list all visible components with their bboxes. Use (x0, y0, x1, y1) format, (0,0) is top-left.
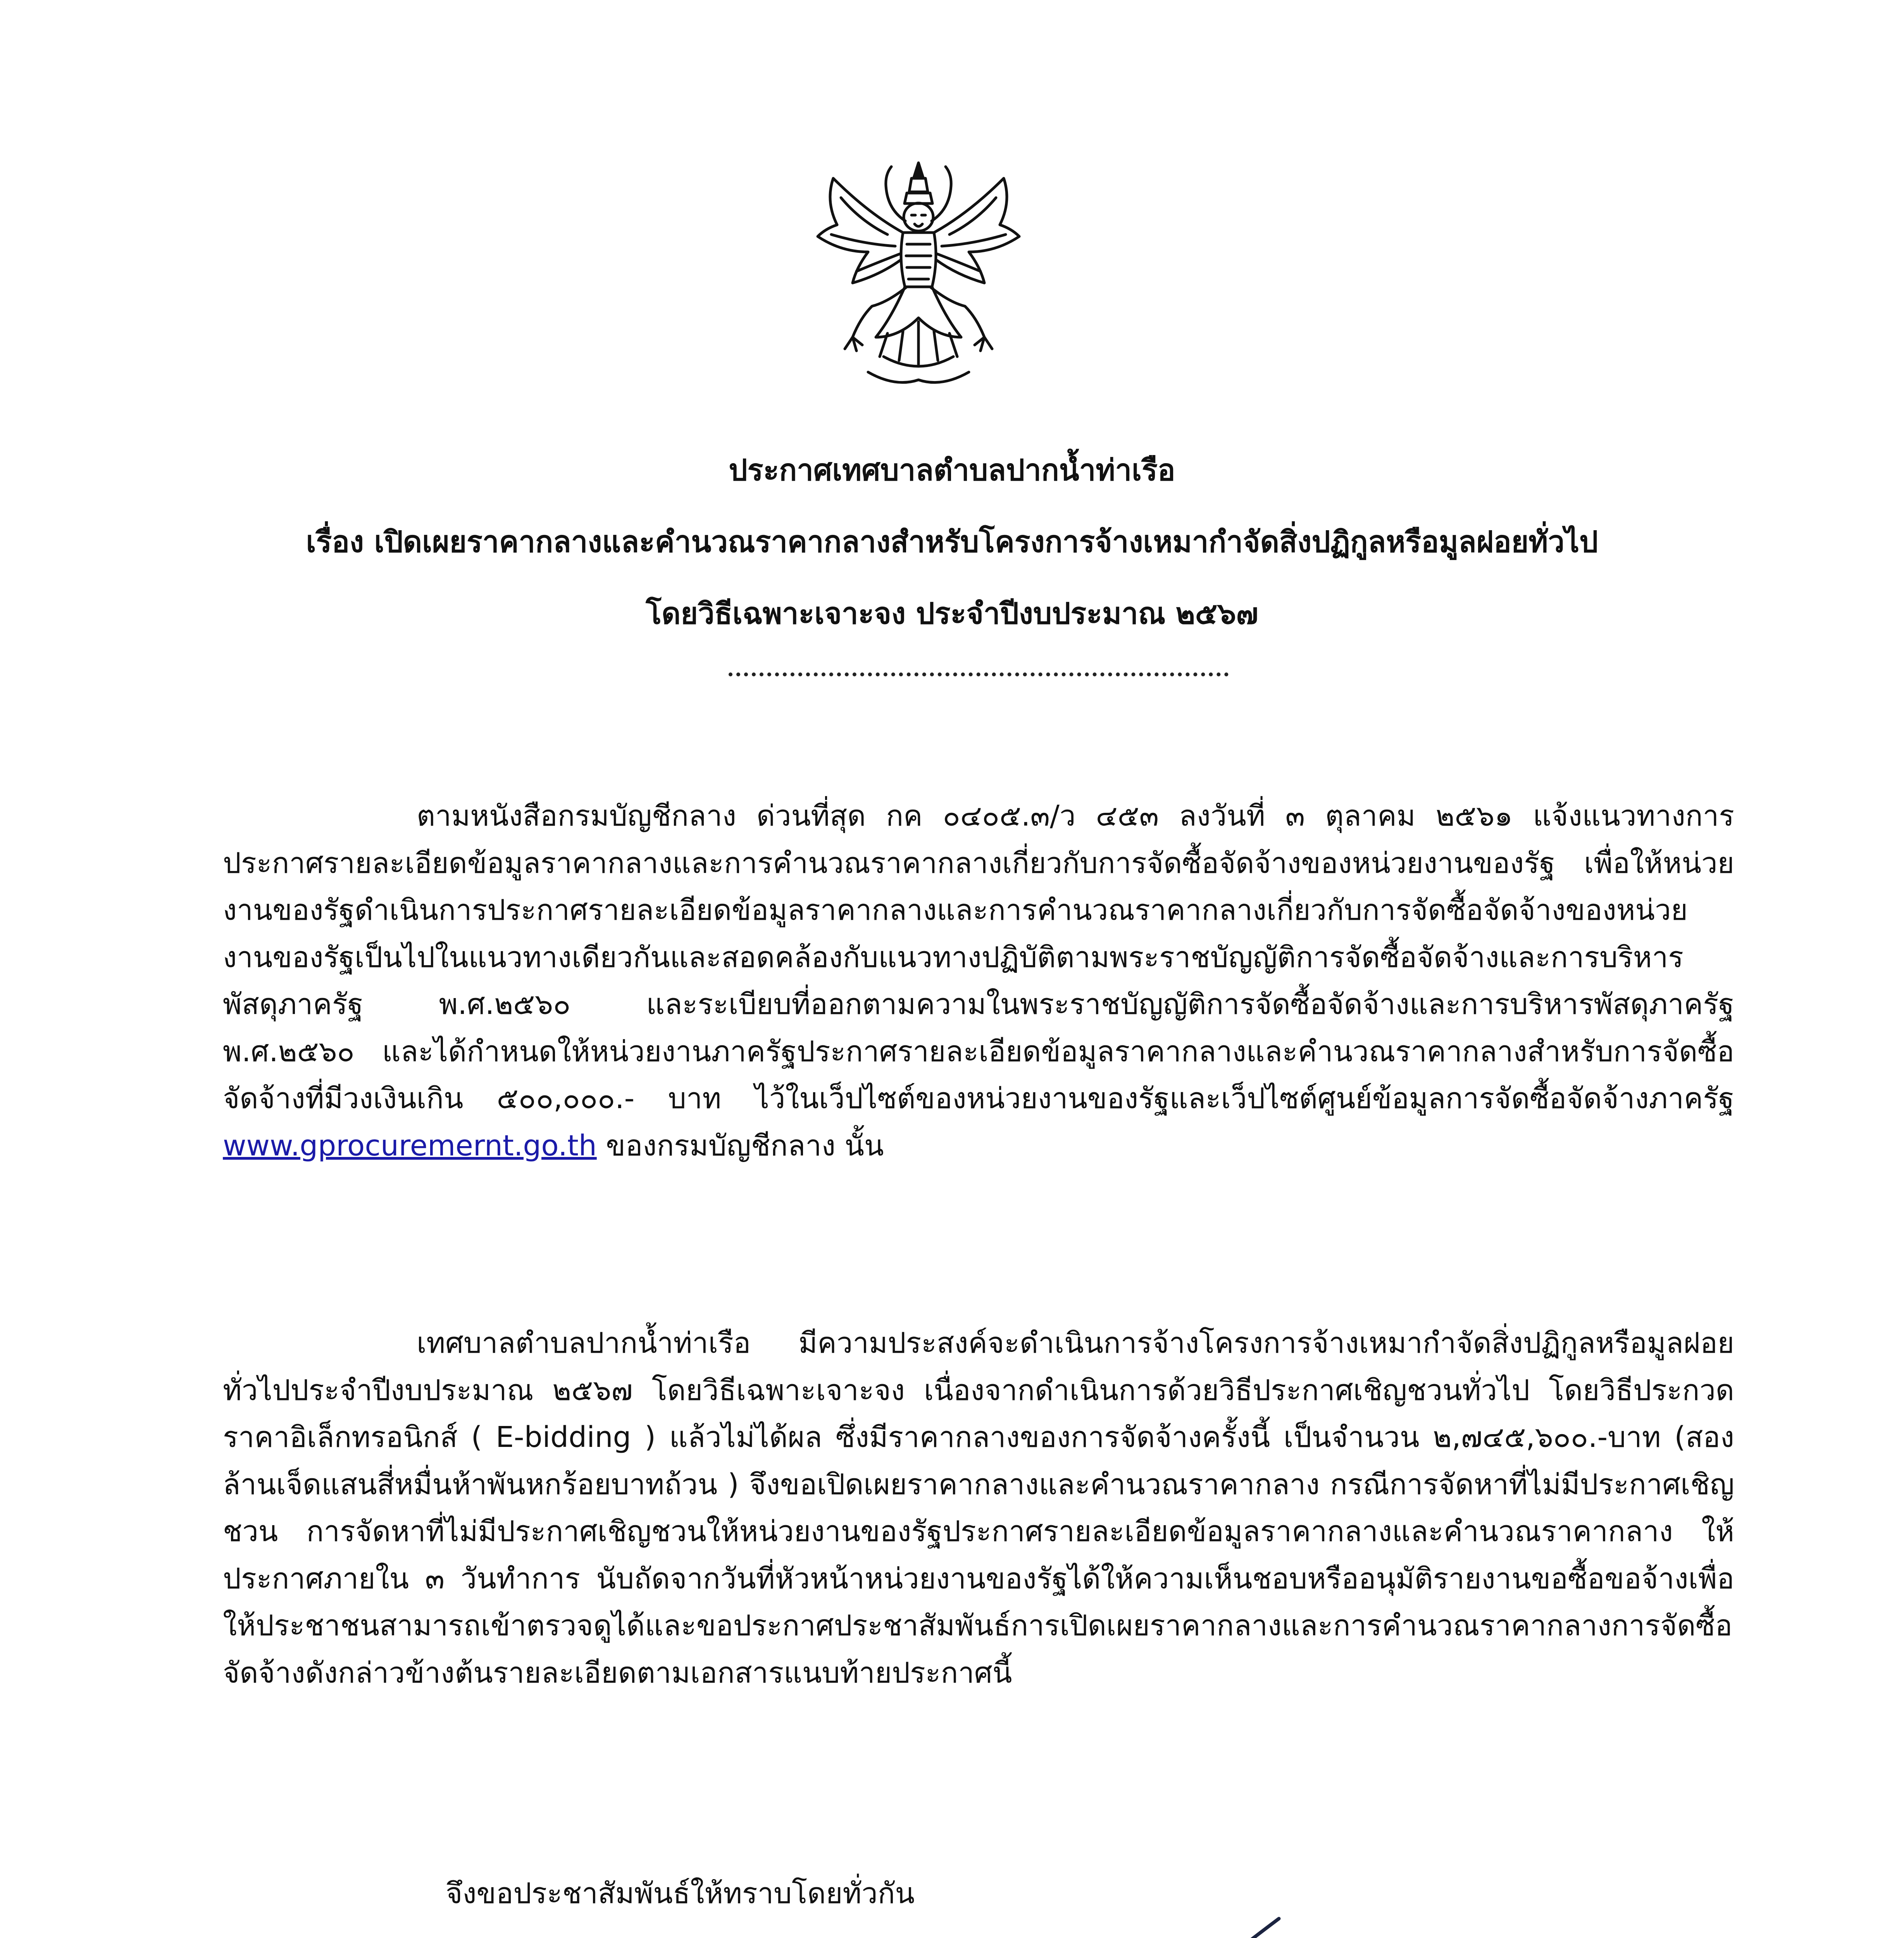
handwritten-signature (984, 1911, 1302, 1938)
garuda-emblem-icon (810, 155, 1027, 395)
closing-line: จึงขอประชาสัมพันธ์ให้ทราบโดยทั่วกัน (446, 1877, 915, 1910)
dotted-separator (729, 672, 1229, 676)
procurement-website-link[interactable]: www.gprocuremernt.go.th (223, 1129, 597, 1162)
announcement-subject: เรื่อง เปิดเผยราคากลางและคำนวณราคากลางสำหรับโครงการจ้างเหมากำจัดสิ่งปฏิกูลหรือมูลฝอยทั่วไป (306, 524, 1598, 559)
announcement-subject-method: โดยวิธีเฉพาะเจาะจง ประจำปีงบประมาณ ๒๕๖๗ (646, 596, 1258, 631)
announcement-title: ประกาศเทศบาลตำบลปากน้ำท่าเรือ (729, 453, 1175, 487)
body-paragraph-2: เทศบาลตำบลปากน้ำท่าเรือ มีความประสงค์จะดำเนินการจ้างโครงการจ้างเหมากำจัดสิ่งปฏิกูลหรือมูลฝอยทั่วไปประจำปีงบประมาณ ๒๕๖๗ โดยวิธีเฉพาะเจาะจง เนื่องจากดำเนินการด้วยวิธีประกาศเชิญชวนทั่วไป โดยวิธีประกวดราคาอิเล็กทรอนิกส์ ( E-bidding ) แล้วไม่ได้ผล ซึ่งมีราคากลางของการจัดจ้างครั้งนี้ เป็นจำนวน ๒,๗๔๕,๖๐๐.-บาท (สองล้านเจ็ดแสนสี่หมื่นห้าพันหกร้อยบาทถ้วน ) จึงขอเปิดเผยราคากลางและคำนวณราคากลาง กรณีการจัดหาที่ไม่มีประกาศเชิญชวน การจัดหาที่ไม่มีประกาศเชิญชวนให้หน่วยงานของรัฐประกาศรายละเอียดข้อมูลราคากลางและคำนวณราคากลาง ให้ประกาศภายใน ๓ วันทำการ นับถัดจากวันที่หัวหน้าหน่วยงานของรัฐได้ให้ความเห็นชอบหรืออนุมัติรายงานขอซื้อขอจ้างเพื่อให้ประชาชนสามารถเข้าตรวจดูได้และขอประกาศประชาสัมพันธ์การเปิดเผยราคากลางและการคำนวณราคากลางการจัดซื้อจัดจ้างดังกล่าวข้างต้นรายละเอียดตามเอกสารแนบท้ายประกาศนี้ (223, 1326, 1734, 1690)
body-paragraph-1 (223, 793, 1734, 1169)
paragraph-1-text: ตามหนังสือกรมบัญชีกลาง ด่วนที่สุด กค ๐๔๐๕.๓/ว ๔๕๓ ลงวันที่ ๓ ตุลาคม ๒๕๖๑ แจ้งแนวทางการประกาศรายละเอียดข้อมูลราคากลางและการคำนวณราคากลางเกี่ยวกับการจัดซื้อจัดจ้างของหน่วยงานของรัฐ เพื่อให้หน่วยงานของรัฐดำเนินการประกาศรายละเอียดข้อมูลราคากลางและการคำนวณราคากลางเกี่ยวกับการจัดซื้อจัดจ้างของหน่วยงานของรัฐเป็นไปในแนวทางเดียวกันและสอดคล้องกับแนวทางปฏิบัติตามพระราชบัญญัติการจัดซื้อจัดจ้างและการบริหารพัสดุภาครัฐ พ.ศ.๒๕๖๐ และระเบียบที่ออกตามความในพระราชบัญญัติการจัดซื้อจัดจ้างและการบริหารพัสดุภาครัฐ พ.ศ.๒๕๖๐ และได้กำหนดให้หน่วยงานภาครัฐประกาศรายละเอียดข้อมูลราคากลางและคำนวณราคากลางสำหรับการจัดซื้อจัดจ้างที่มีวงเงินเกิน ๕๐๐,๐๐๐.- บาท ไว้ในเว็ปไซต์ของหน่วยงานของรัฐและเว็ปไซต์ศูนย์ข้อมูลการจัดซื้อจัดจ้างภาครัฐ (223, 799, 1734, 1115)
paragraph-1-tail: ของกรมบัญชีกลาง นั้น (596, 1129, 884, 1162)
